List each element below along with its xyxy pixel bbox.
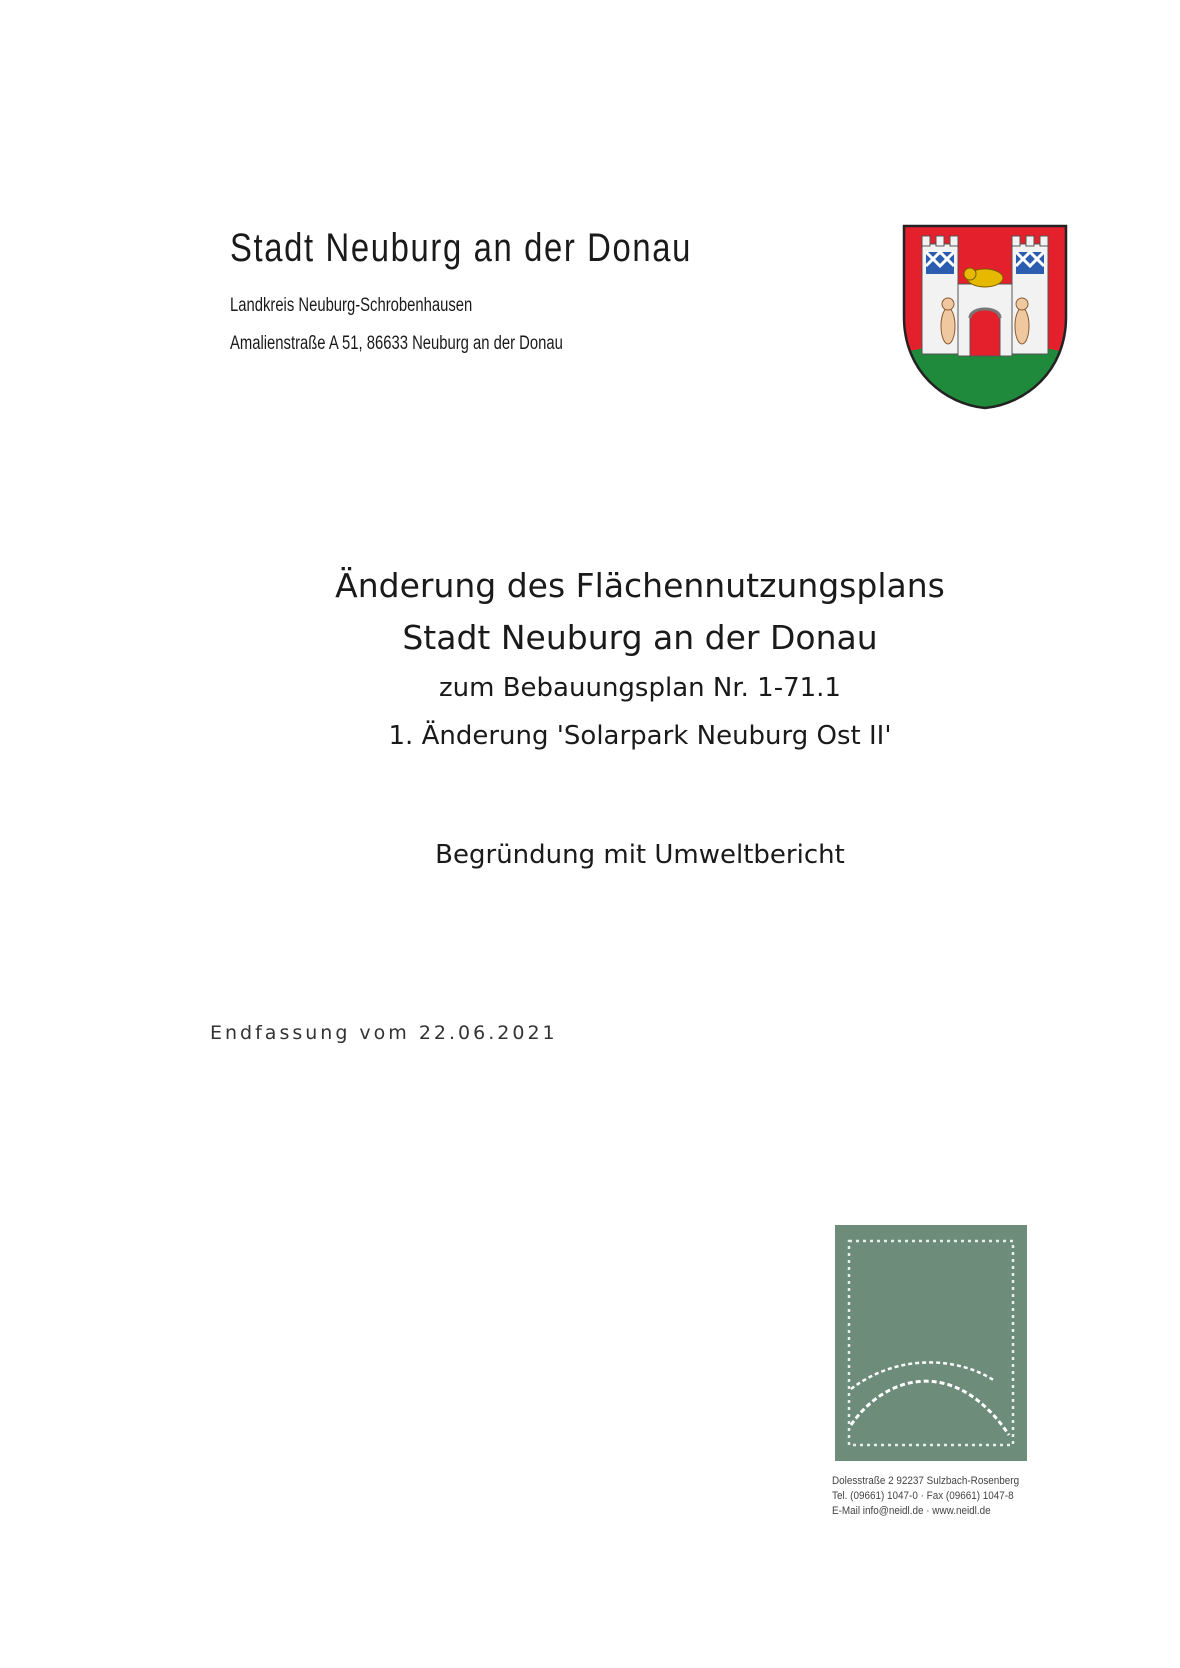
district-name: Landkreis Neuburg-Schrobenhausen — [230, 295, 473, 316]
version-date: Endfassung vom 22.06.2021 — [210, 1022, 558, 1044]
title-line-2: Stadt Neuburg an der Donau — [402, 618, 878, 657]
issuer-header — [230, 226, 870, 354]
coat-of-arms-icon — [900, 222, 1070, 412]
firm-phone: Tel. (09661) 1047-0 · Fax (09661) 1047-8 — [832, 1490, 1014, 1502]
city-address: Amalienstraße A 51, 86633 Neuburg an der Donau — [230, 333, 563, 354]
title-line-1: Änderung des Flächennutzungsplans — [335, 566, 945, 605]
document-title — [230, 560, 1050, 760]
title-line-4: 1. Änderung 'Solarpark Neuburg Ost II' — [388, 721, 892, 751]
firm-web: E-Mail info@neidl.de · www.neidl.de — [832, 1505, 991, 1517]
firm-address: Dolesstraße 2 92237 Sulzbach-Rosenberg — [832, 1475, 1020, 1487]
firm-contact — [832, 1474, 1032, 1519]
title-line-3: zum Bebauungsplan Nr. 1-71.1 — [439, 673, 841, 703]
city-name: Stadt Neuburg an der Donau — [230, 226, 693, 270]
planning-firm-logo-icon — [835, 1225, 1027, 1461]
document-subtitle: Begründung mit Umweltbericht — [435, 840, 845, 870]
